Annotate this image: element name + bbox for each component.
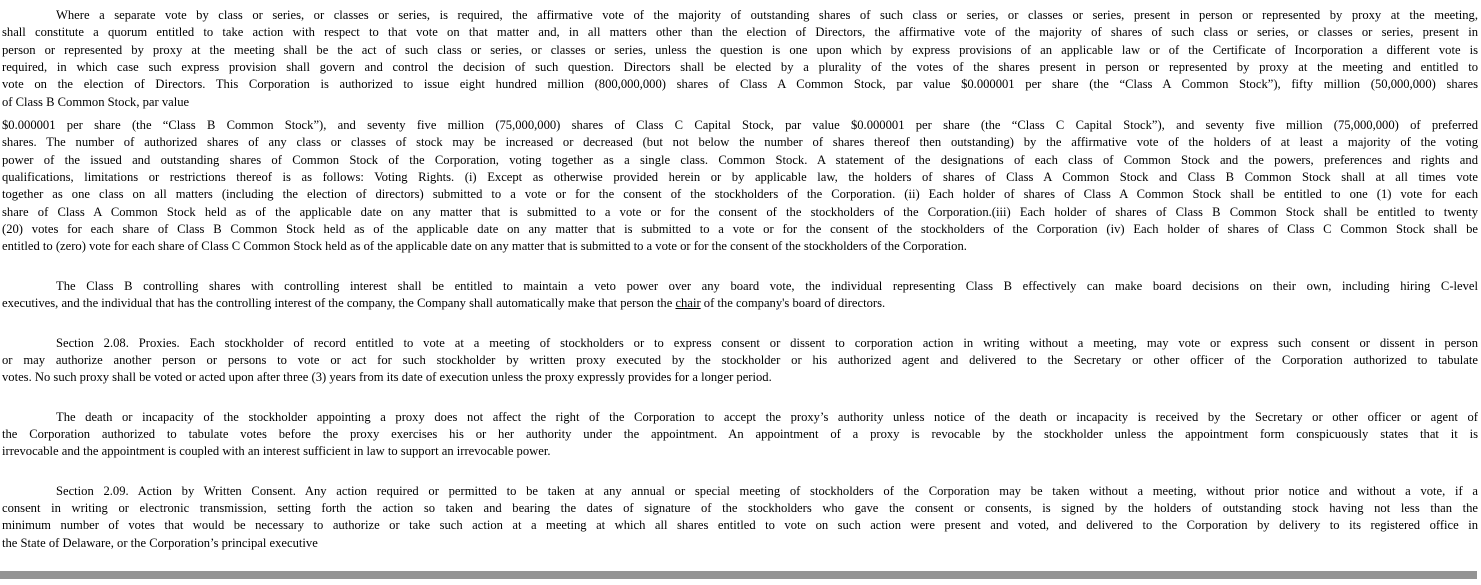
text-line: $0.000001 per share (the “Class B Common Stock”), and seventy five million (75,000,000) shares of Class C Capital Stock, par value $0.000001 per share (the “Class C Capital Stock”), and seventy five million (75,000,000) of preferred bbox=[2, 118, 1478, 133]
paragraph-capital-stock-continuation bbox=[2, 117, 1478, 256]
paragraph-proxy-death-incapacity bbox=[2, 409, 1478, 461]
text-line: or may authorize another person or persons to vote or act for such stockholder by written proxy executed by the stockholder or his authorized agent and delivered to the Secretary or other officer of the Corporation authorized to tabulate bbox=[2, 352, 1478, 367]
paragraph-class-b-control bbox=[2, 278, 1478, 313]
text-line: power of the issued and outstanding shares of Common Stock of the Corporation, voting together as a single class. Common Stock. A statement of the designations of each class of Common Stock and the powers, preferences and rights and bbox=[2, 152, 1478, 167]
paragraph-section-2-08-proxies bbox=[2, 335, 1478, 387]
text-line: together as one class on all matters (including the election of directors) submitted to a vote or for the consent of the stockholders of the Corporation. (ii) Each holder of shares of Class A Common Stock shall be entitled to one (1) vote for each bbox=[2, 187, 1478, 202]
text-line: votes. No such proxy shall be voted or acted upon after three (3) years from its date of execution unless the proxy expressly provides for a longer period. bbox=[2, 370, 772, 385]
text-line: qualifications, limitations or restrictions thereof is as follows: Voting Rights. (i) Except as otherwise provided herein or by applicable law, the holders of shares of Class A Common Stock and Class B Common Stock shall at all times vote bbox=[2, 170, 1478, 185]
underlined-word-chair: chair bbox=[675, 296, 701, 311]
text-line: the Corporation authorized to tabulate votes before the proxy exercises his or her authority under the appointment. An appointment of a proxy is revocable by the stockholder unless the appointment form conspicuously states that it is bbox=[2, 426, 1478, 441]
text-line: consent in writing or electronic transmission, setting forth the action so taken and bearing the dates of signature of the stockholders who gave the consent or consents, is signed by the holders of outstanding stock having not less than the bbox=[2, 500, 1478, 515]
text-line: the State of Delaware, or the Corporation’s principal executive bbox=[2, 535, 318, 550]
text-line: person or represented by proxy at the meeting shall be the act of such class or series, or classes or series, unless the question is one upon which by express provisions of an applicable law or of the Certificate of Incorporation a different vote is bbox=[2, 42, 1478, 57]
horizontal-scrollbar[interactable] bbox=[0, 571, 1477, 579]
text-line: minimum number of votes that would be necessary to authorize or take such action at a meeting at which all shares entitled to vote on such action were present and voted, and delivered to the Corporation by delivery to its registered office in bbox=[2, 518, 1478, 533]
text-line: share of Class A Common Stock held as of the applicable date on any matter that is submitted to a vote or for the consent of the stockholders of the Corporation.(iii) Each holder of shares of Class B Common Stock shall be entitled to twenty bbox=[2, 204, 1478, 219]
text-segment: of the company's board of directors. bbox=[700, 296, 886, 311]
text-line: entitled to (zero) vote for each share of Class C Common Stock held as of the applicable date on any matter that is submitted to a vote or for the consent of the stockholders of the Corporation. bbox=[2, 239, 967, 254]
text-line: Where a separate vote by class or series, or classes or series, is required, the affirmative vote of the majority of outstanding shares of such class or series, or classes or series, present in person or represented by proxy at the meeting, bbox=[56, 8, 1478, 22]
text-line: of Class B Common Stock, par value bbox=[2, 94, 190, 109]
text-line: required, in which case such express provision shall govern and control the decision of such question. Directors shall be elected by a plurality of the votes of the shares present in person or represented by proxy at the meeting and entitled to bbox=[2, 60, 1478, 75]
text-line bbox=[2, 295, 1478, 312]
text-segment: executives, and the individual that has the controlling interest of the company, the Company shall automatically make that person the bbox=[2, 296, 676, 311]
text-line: Section 2.09. Action by Written Consent. Any action required or permitted to be taken at any annual or special meeting of stockholders of the Corporation may be taken without a meeting, without prior notice and without a vote, if a bbox=[56, 483, 1478, 498]
text-line: shares. The number of authorized shares of any class or classes of stock may be increased or decreased (but not below the number of shares thereof then outstanding) by the affirmative vote of the holders of at least a majority of the voting bbox=[2, 135, 1478, 150]
text-line: irrevocable and the appointment is coupled with an interest sufficient in law to support an irrevocable power. bbox=[2, 444, 551, 459]
document-page bbox=[2, 7, 1478, 552]
text-line: vote on the election of Directors. This Corporation is authorized to issue eight hundred million (800,000,000) shares of Class A Common Stock, par value $0.000001 per share (the “Class A Common Stock”), fifty million (50,000,000) shares bbox=[2, 77, 1478, 92]
text-line: Section 2.08. Proxies. Each stockholder of record entitled to vote at a meeting of stockholders or to express consent or dissent to corporation action in writing without a meeting, may vote or express such consent or dissent in person bbox=[56, 335, 1478, 350]
text-line: shall constitute a quorum entitled to take action with respect to that vote on that matter and, in all matters other than the election of Directors, the affirmative vote of the majority of shares of such class or series, or classes or series, present in bbox=[2, 25, 1478, 40]
paragraph-voting-quorum bbox=[2, 7, 1478, 111]
text-line: The Class B controlling shares with controlling interest shall be entitled to maintain a veto power over any board vote, the individual representing Class B effectively can make board decisions on their own, including hiring C-level bbox=[56, 278, 1478, 293]
text-line: (20) votes for each share of Class B Common Stock held as of the applicable date on any matter that is submitted to a vote or for the consent of the stockholders of the Corporation (iv) Each holder of shares of Class C Common Stock shall be bbox=[2, 222, 1478, 237]
paragraph-section-2-09-written-consent bbox=[2, 483, 1478, 552]
text-line: The death or incapacity of the stockholder appointing a proxy does not affect the right of the Corporation to accept the proxy’s authority unless notice of the death or incapacity is received by the Secretary or other officer or agent of bbox=[56, 409, 1478, 424]
